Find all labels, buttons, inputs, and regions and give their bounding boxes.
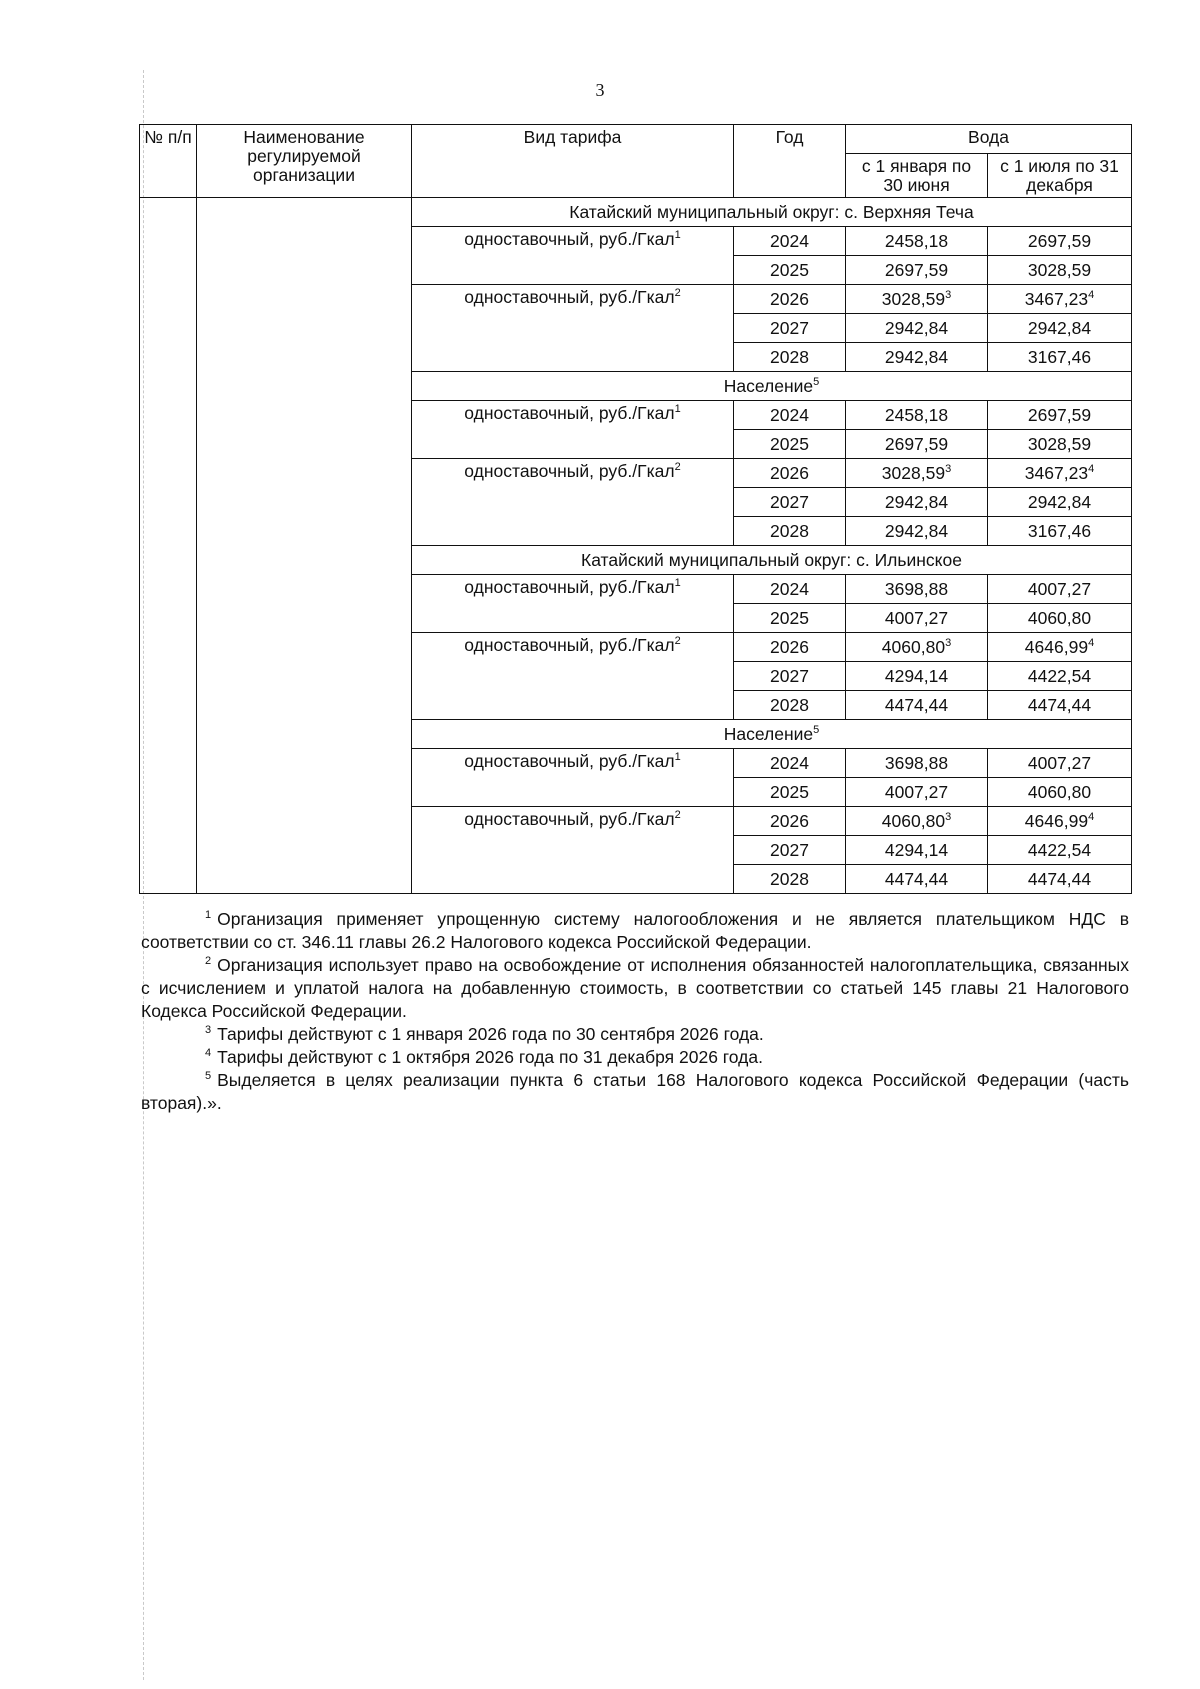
period1-value-cell <box>846 285 988 314</box>
period2-value-cell <box>988 459 1132 488</box>
tariff-type-cell <box>412 401 734 459</box>
organization-cell <box>197 198 412 894</box>
footnote-3 <box>141 1023 1129 1046</box>
tariff-type-cell <box>412 227 734 285</box>
year-cell <box>734 691 846 720</box>
section-title <box>412 198 1132 227</box>
period2-value-cell <box>988 227 1132 256</box>
section-title <box>412 546 1132 575</box>
footnote-ref: 3 <box>945 637 952 650</box>
tariff-type-cell-text: одноставочный, руб./Гкал <box>464 287 675 307</box>
header-tariff-type: Вид тарифа <box>412 125 734 198</box>
period1-value-cell-text: 4294,14 <box>884 840 949 860</box>
year-cell-text: 2028 <box>770 347 809 367</box>
period1-value-cell <box>846 517 988 546</box>
footnote-mark: 3 <box>205 1024 212 1037</box>
year-cell <box>734 604 846 633</box>
year-cell <box>734 807 846 836</box>
header-period-2: с 1 июля по 31 декабря <box>988 154 1132 198</box>
year-cell <box>734 865 846 894</box>
period1-value-cell <box>846 401 988 430</box>
footnote-text: Выделяется в целях реализации пункта 6 статьи 168 Налогового кодекса Российской Федерации (часть вторая).». <box>141 1070 1129 1113</box>
period1-value-cell-text: 2697,59 <box>884 434 949 454</box>
section-title-text: Население <box>723 724 814 744</box>
section-title-text: Катайский муниципальный округ: с. Верхняя Теча <box>569 202 974 222</box>
year-cell-text: 2028 <box>770 869 809 889</box>
tariff-type-cell <box>412 459 734 546</box>
footnotes <box>141 908 1129 1115</box>
period2-value-cell-text: 2942,84 <box>1027 492 1092 512</box>
footnote-2 <box>141 954 1129 1023</box>
period1-value-cell <box>846 778 988 807</box>
year-cell <box>734 314 846 343</box>
period1-value-cell <box>846 227 988 256</box>
period2-value-cell-text: 2942,84 <box>1027 318 1092 338</box>
header-period-1: с 1 января по 30 июня <box>846 154 988 198</box>
period2-value-cell <box>988 575 1132 604</box>
section-title-text: Население <box>723 376 814 396</box>
header-organization: Наименование регулируемой организации <box>197 125 412 198</box>
footnote-ref: 1 <box>674 751 681 764</box>
period2-value-cell <box>988 401 1132 430</box>
footnote-text: Тарифы действуют с 1 января 2026 года по 30 сентября 2026 года. <box>217 1024 764 1044</box>
period1-value-cell-text: 3698,88 <box>884 579 949 599</box>
period2-value-cell <box>988 285 1132 314</box>
year-cell <box>734 662 846 691</box>
period1-value-cell <box>846 430 988 459</box>
period1-value-cell-text: 4007,27 <box>884 782 949 802</box>
period2-value-cell-text: 3167,46 <box>1027 347 1092 367</box>
year-cell <box>734 836 846 865</box>
period2-value-cell-text: 3467,23 <box>1024 463 1089 483</box>
period1-value-cell <box>846 865 988 894</box>
period2-value-cell <box>988 749 1132 778</box>
period2-value-cell <box>988 314 1132 343</box>
period2-value-cell <box>988 865 1132 894</box>
footnote-ref: 4 <box>1088 463 1095 476</box>
year-cell <box>734 256 846 285</box>
period1-value-cell <box>846 314 988 343</box>
period2-value-cell-text: 4060,80 <box>1027 608 1092 628</box>
period1-value-cell <box>846 807 988 836</box>
tariff-type-cell <box>412 749 734 807</box>
period2-value-cell-text: 2697,59 <box>1027 231 1092 251</box>
period2-value-cell-text: 4422,54 <box>1027 840 1092 860</box>
year-cell <box>734 749 846 778</box>
period2-value-cell <box>988 778 1132 807</box>
period2-value-cell-text: 4646,99 <box>1024 811 1089 831</box>
period2-value-cell-text: 4007,27 <box>1027 579 1092 599</box>
period2-value-cell <box>988 488 1132 517</box>
footnote-ref: 2 <box>674 461 681 474</box>
period1-value-cell <box>846 604 988 633</box>
tariff-type-cell-text: одноставочный, руб./Гкал <box>464 751 675 771</box>
year-cell-text: 2026 <box>770 811 809 831</box>
period1-value-cell-text: 4007,27 <box>884 608 949 628</box>
page-number: 3 <box>595 80 605 100</box>
year-cell-text: 2024 <box>770 405 809 425</box>
footnote-ref: 1 <box>674 577 681 590</box>
footnote-mark: 1 <box>205 909 212 922</box>
section-row <box>140 198 1132 227</box>
footnote-text: Организация применяет упрощенную систему налогообложения и не является плательщиком НДС в соответствии со ст. 346.11 главы 26.2 Налогового кодекса Российской Федерации. <box>141 909 1129 952</box>
num-cell <box>140 198 197 894</box>
period2-value-cell-text: 4474,44 <box>1027 695 1092 715</box>
year-cell-text: 2028 <box>770 695 809 715</box>
footnote-ref: 3 <box>945 289 952 302</box>
tariff-type-cell <box>412 807 734 894</box>
period2-value-cell-text: 3167,46 <box>1027 521 1092 541</box>
year-cell <box>734 488 846 517</box>
period2-value-cell <box>988 604 1132 633</box>
year-cell <box>734 517 846 546</box>
period2-value-cell <box>988 633 1132 662</box>
period1-value-cell-text: 4474,44 <box>884 695 949 715</box>
year-cell-text: 2027 <box>770 318 809 338</box>
period1-value-cell <box>846 488 988 517</box>
year-cell <box>734 778 846 807</box>
year-cell-text: 2026 <box>770 637 809 657</box>
period1-value-cell <box>846 836 988 865</box>
period2-value-cell-text: 2697,59 <box>1027 405 1092 425</box>
period1-value-cell-text: 2458,18 <box>884 405 949 425</box>
section-title <box>412 720 1132 749</box>
footnote-mark: 5 <box>205 1070 212 1083</box>
period2-value-cell-text: 4007,27 <box>1027 753 1092 773</box>
period2-value-cell-text: 4422,54 <box>1027 666 1092 686</box>
period1-value-cell <box>846 691 988 720</box>
period1-value-cell <box>846 633 988 662</box>
year-cell-text: 2028 <box>770 521 809 541</box>
year-cell <box>734 227 846 256</box>
footnote-text: Организация использует право на освобождение от исполнения обязанностей налогоплательщика, связанных с исчислением и уплатой налога на добавленную стоимость, в соответствии со статьей 145 главы 21 Налогового Кодекса Российской Федерации. <box>141 955 1129 1021</box>
section-title-text: Катайский муниципальный округ: с. Ильинское <box>581 550 962 570</box>
period1-value-cell-text: 2942,84 <box>884 521 949 541</box>
header-water: Вода <box>846 125 1132 154</box>
period1-value-cell-text: 3698,88 <box>884 753 949 773</box>
period2-value-cell <box>988 430 1132 459</box>
period1-value-cell-text: 4474,44 <box>884 869 949 889</box>
period1-value-cell <box>846 343 988 372</box>
year-cell-text: 2026 <box>770 463 809 483</box>
year-cell-text: 2024 <box>770 579 809 599</box>
year-cell-text: 2024 <box>770 753 809 773</box>
year-cell <box>734 343 846 372</box>
footnote-ref: 2 <box>674 287 681 300</box>
period1-value-cell <box>846 749 988 778</box>
tariff-type-cell <box>412 633 734 720</box>
tariff-type-cell-text: одноставочный, руб./Гкал <box>464 229 675 249</box>
footnote-ref: 4 <box>1088 637 1095 650</box>
period2-value-cell-text: 4474,44 <box>1027 869 1092 889</box>
footnote-ref: 5 <box>813 724 820 737</box>
year-cell-text: 2025 <box>770 782 809 802</box>
period2-value-cell <box>988 836 1132 865</box>
year-cell-text: 2027 <box>770 492 809 512</box>
period1-value-cell-text: 2697,59 <box>884 260 949 280</box>
year-cell <box>734 285 846 314</box>
year-cell <box>734 401 846 430</box>
footnote-ref: 4 <box>1088 811 1095 824</box>
period2-value-cell <box>988 517 1132 546</box>
period2-value-cell <box>988 256 1132 285</box>
period2-value-cell-text: 3028,59 <box>1027 434 1092 454</box>
section-title <box>412 372 1132 401</box>
tariff-type-cell-text: одноставочный, руб./Гкал <box>464 461 675 481</box>
tariff-type-cell-text: одноставочный, руб./Гкал <box>464 403 675 423</box>
tariff-type-cell-text: одноставочный, руб./Гкал <box>464 809 675 829</box>
period1-value-cell-text: 3028,59 <box>881 289 946 309</box>
period1-value-cell-text: 4060,80 <box>881 811 946 831</box>
period2-value-cell-text: 4646,99 <box>1024 637 1089 657</box>
period1-value-cell <box>846 662 988 691</box>
footnote-ref: 1 <box>674 229 681 242</box>
period2-value-cell-text: 4060,80 <box>1027 782 1092 802</box>
period1-value-cell <box>846 575 988 604</box>
footnote-text: Тарифы действуют с 1 октября 2026 года по 31 декабря 2026 года. <box>217 1047 763 1067</box>
footnote-4 <box>141 1046 1129 1069</box>
header-year: Год <box>734 125 846 198</box>
period1-value-cell-text: 4294,14 <box>884 666 949 686</box>
year-cell-text: 2025 <box>770 260 809 280</box>
year-cell-text: 2027 <box>770 840 809 860</box>
period1-value-cell <box>846 256 988 285</box>
footnote-ref: 3 <box>945 811 952 824</box>
period1-value-cell-text: 4060,80 <box>881 637 946 657</box>
period1-value-cell <box>846 459 988 488</box>
year-cell-text: 2025 <box>770 434 809 454</box>
year-cell-text: 2027 <box>770 666 809 686</box>
tariff-type-cell <box>412 285 734 372</box>
footnote-ref: 5 <box>813 376 820 389</box>
footnote-ref: 3 <box>945 463 952 476</box>
footnote-5 <box>141 1069 1129 1115</box>
tariff-type-cell-text: одноставочный, руб./Гкал <box>464 577 675 597</box>
footnote-ref: 1 <box>674 403 681 416</box>
year-cell <box>734 459 846 488</box>
footnote-mark: 2 <box>205 955 212 968</box>
period1-value-cell-text: 2458,18 <box>884 231 949 251</box>
period1-value-cell-text: 2942,84 <box>884 318 949 338</box>
year-cell <box>734 575 846 604</box>
footnote-ref: 4 <box>1088 289 1095 302</box>
period2-value-cell <box>988 662 1132 691</box>
footnote-1 <box>141 908 1129 954</box>
period2-value-cell <box>988 691 1132 720</box>
footnote-ref: 2 <box>674 809 681 822</box>
period1-value-cell-text: 3028,59 <box>881 463 946 483</box>
period1-value-cell-text: 2942,84 <box>884 492 949 512</box>
period2-value-cell <box>988 343 1132 372</box>
year-cell <box>734 430 846 459</box>
footnote-mark: 4 <box>205 1047 212 1060</box>
year-cell-text: 2024 <box>770 231 809 251</box>
period2-value-cell <box>988 807 1132 836</box>
header-num: № п/п <box>140 125 197 198</box>
year-cell <box>734 633 846 662</box>
period1-value-cell-text: 2942,84 <box>884 347 949 367</box>
year-cell-text: 2026 <box>770 289 809 309</box>
period2-value-cell-text: 3467,23 <box>1024 289 1089 309</box>
tariff-table <box>139 124 1132 894</box>
period2-value-cell-text: 3028,59 <box>1027 260 1092 280</box>
tariff-type-cell <box>412 575 734 633</box>
footnote-ref: 2 <box>674 635 681 648</box>
tariff-table-body <box>140 198 1132 894</box>
year-cell-text: 2025 <box>770 608 809 628</box>
tariff-type-cell-text: одноставочный, руб./Гкал <box>464 635 675 655</box>
